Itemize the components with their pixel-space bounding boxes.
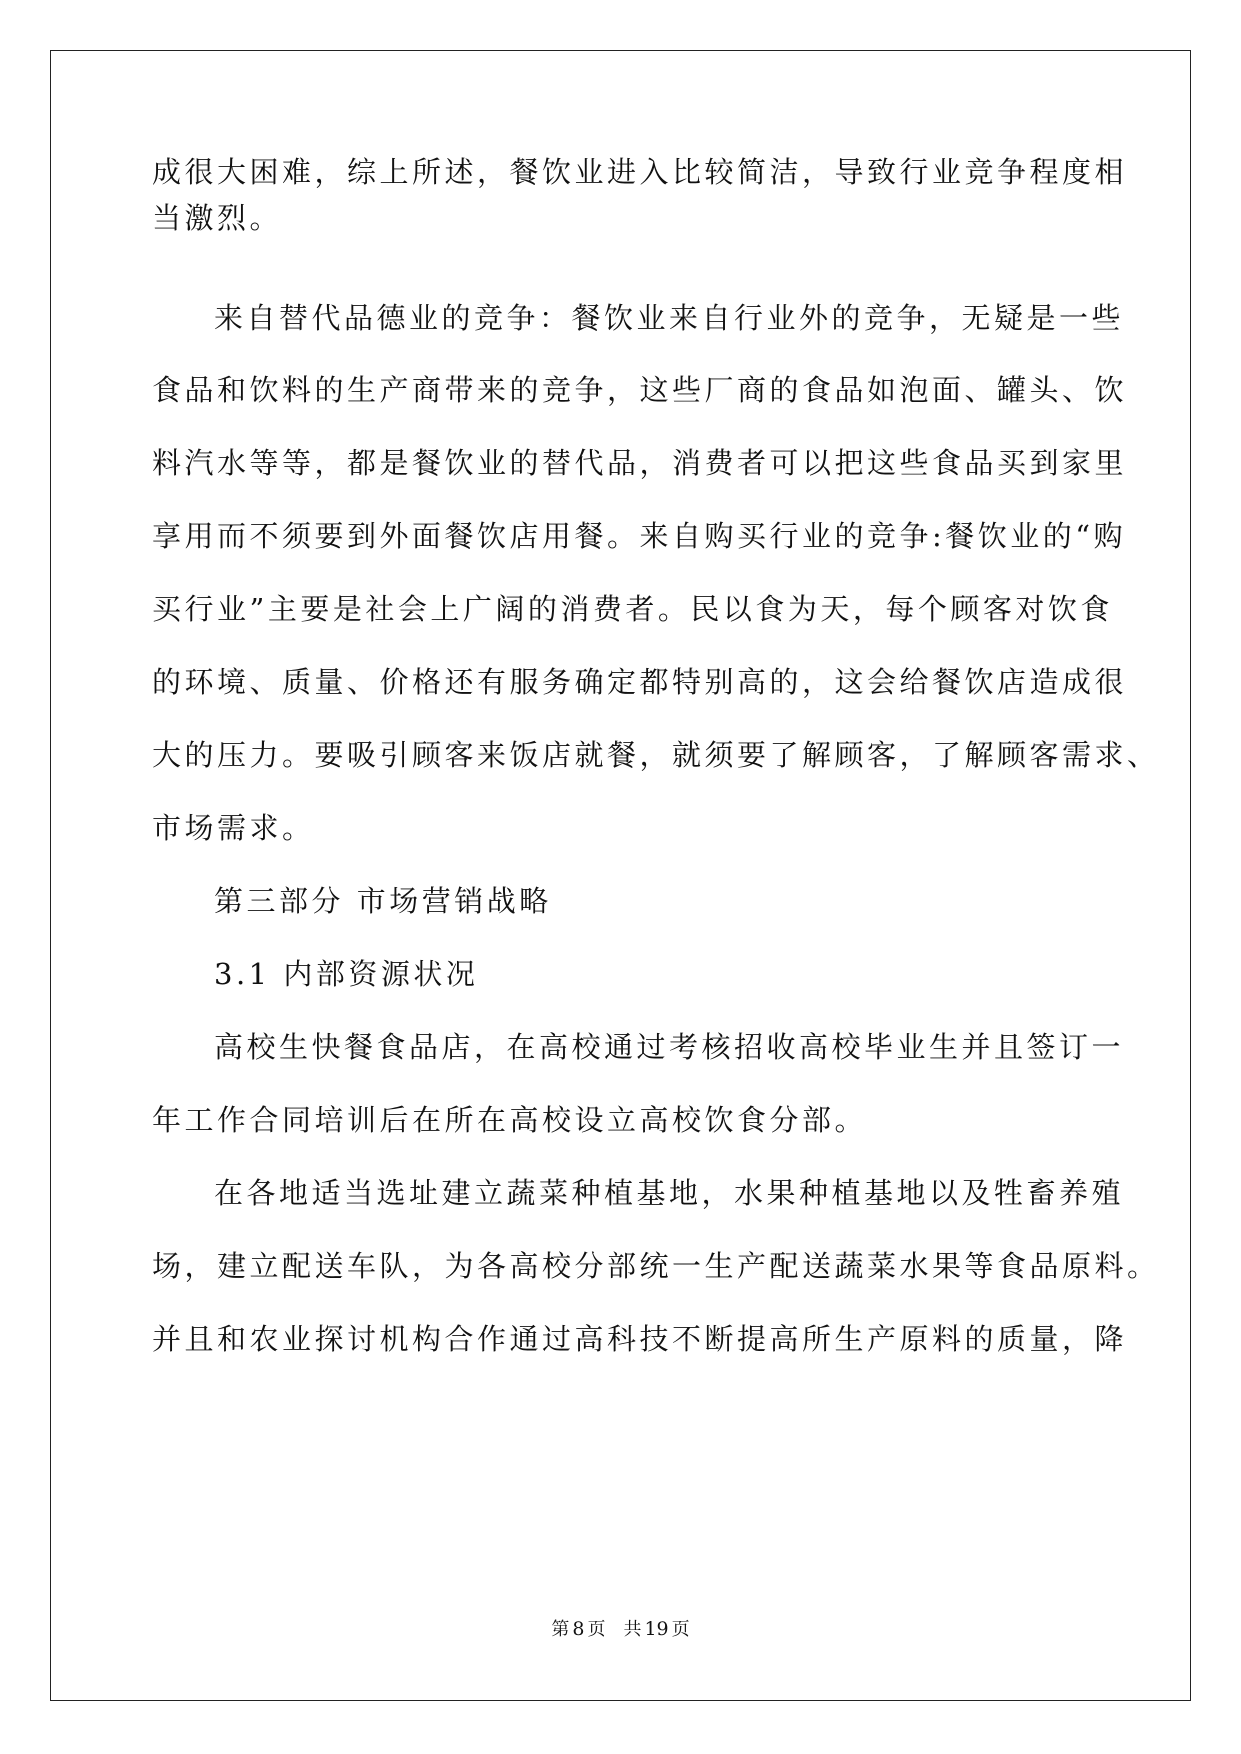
text-line: 当激烈。 — [152, 201, 283, 235]
footer-page-suffix: 页 — [587, 1619, 606, 1640]
text-line: 并且和农业探讨机构合作通过高科技不断提高所生产原料的质量，降 — [152, 1322, 1128, 1356]
text-line: 的环境、质量、价格还有服务确定都特别高的，这会给餐饮店造成很 — [152, 665, 1128, 699]
subsection-heading: 3.1 内部资源状况 — [214, 957, 479, 991]
paragraph-start-line: 高校生快餐食品店，在高校通过考核招收高校毕业生并且签订一 — [214, 1030, 1125, 1064]
text-line: 享用而不须要到外面餐饮店用餐。来自购买行业的竞争:餐饮业的“购 — [152, 519, 1127, 553]
text-line: 市场需求。 — [152, 811, 315, 845]
text-line: 场，建立配送车队，为各高校分部统一生产配送蔬菜水果等食品原料。 — [152, 1249, 1160, 1283]
total-page-count: 19 — [644, 1618, 669, 1640]
text-line: 成很大困难，综上所述，餐饮业进入比较简洁，导致行业竞争程度相 — [152, 155, 1128, 189]
footer-total-suffix: 页 — [671, 1619, 690, 1640]
footer-total-prefix: 共 — [623, 1619, 642, 1640]
text-line: 食品和饮料的生产商带来的竞争，这些厂商的食品如泡面、罐头、饮 — [152, 373, 1128, 407]
paragraph-start-line: 来自替代品德业的竞争：餐饮业来自行业外的竞争，无疑是一些 — [214, 301, 1125, 335]
text-line: 料汽水等等，都是餐饮业的替代品，消费者可以把这些食品买到家里 — [152, 446, 1128, 480]
text-line: 年工作合同培训后在所在高校设立高校饮食分部。 — [152, 1103, 868, 1137]
page-footer — [0, 1617, 1241, 1642]
footer-prefix: 第 — [551, 1619, 570, 1640]
paragraph-start-line: 在各地适当选址建立蔬菜种植基地，水果种植基地以及牲畜养殖 — [214, 1176, 1125, 1210]
text-line: 大的压力。要吸引顾客来饭店就餐，就须要了解顾客，了解顾客需求、 — [152, 738, 1160, 772]
text-line: 买行业”主要是社会上广阔的消费者。民以食为天，每个顾客对饮食 — [152, 592, 1113, 626]
current-page-number: 8 — [572, 1618, 585, 1640]
section-heading: 第三部分 市场营销战略 — [214, 884, 552, 918]
